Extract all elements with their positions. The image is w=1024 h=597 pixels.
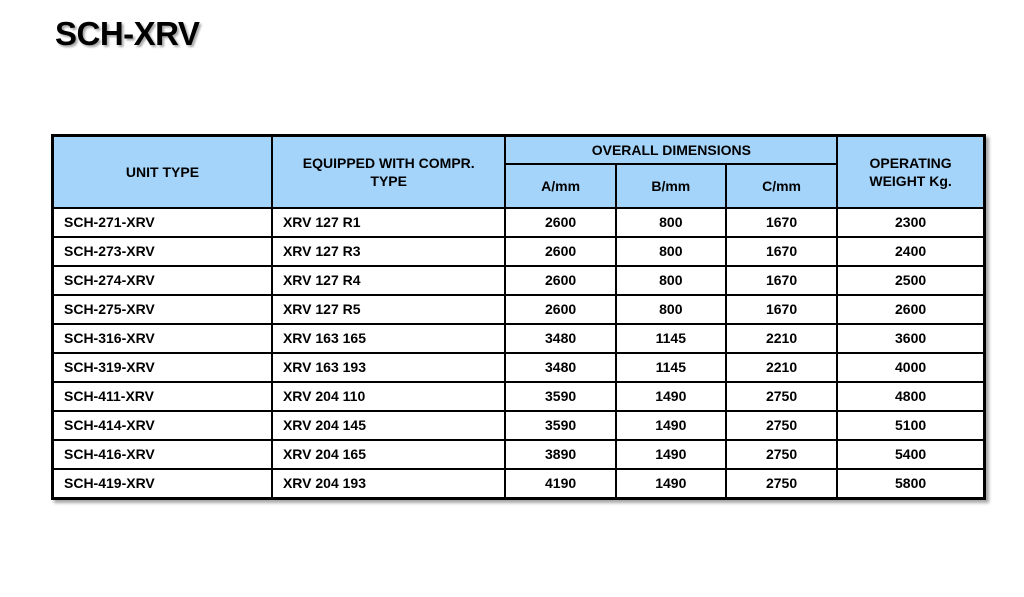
cell-operating-weight: 2400 — [837, 237, 984, 266]
cell-dimension-b: 1490 — [616, 440, 726, 469]
table-row — [53, 324, 985, 353]
cell-operating-weight: 5400 — [837, 440, 984, 469]
table-row — [53, 266, 985, 295]
cell-compressor-type: XRV 204 165 — [272, 440, 506, 469]
cell-dimension-c: 2750 — [726, 469, 837, 499]
cell-dimension-a: 2600 — [505, 208, 615, 237]
cell-dimension-c: 2750 — [726, 440, 837, 469]
cell-dimension-a: 2600 — [505, 237, 615, 266]
cell-dimension-c: 2210 — [726, 353, 837, 382]
table-row — [53, 440, 985, 469]
table-row — [53, 208, 985, 237]
cell-compressor-type: XRV 127 R4 — [272, 266, 506, 295]
cell-dimension-c: 1670 — [726, 208, 837, 237]
cell-compressor-type: XRV 163 193 — [272, 353, 506, 382]
header-compressor-line2: TYPE — [370, 172, 407, 189]
cell-unit-type: SCH-416-XRV — [53, 440, 272, 469]
cell-dimension-b: 800 — [616, 237, 726, 266]
cell-compressor-type: XRV 127 R1 — [272, 208, 506, 237]
cell-operating-weight: 2600 — [837, 295, 984, 324]
cell-operating-weight: 2500 — [837, 266, 984, 295]
cell-compressor-type: XRV 163 165 — [272, 324, 506, 353]
cell-operating-weight: 3600 — [837, 324, 984, 353]
header-weight-line1: OPERATING — [869, 154, 952, 171]
table-row — [53, 411, 985, 440]
cell-unit-type: SCH-273-XRV — [53, 237, 272, 266]
cell-unit-type: SCH-414-XRV — [53, 411, 272, 440]
cell-dimension-b: 800 — [616, 208, 726, 237]
cell-dimension-c: 2750 — [726, 411, 837, 440]
cell-unit-type: SCH-319-XRV — [53, 353, 272, 382]
cell-operating-weight: 4800 — [837, 382, 984, 411]
cell-unit-type: SCH-274-XRV — [53, 266, 272, 295]
cell-compressor-type: XRV 127 R3 — [272, 237, 506, 266]
cell-dimension-c: 2210 — [726, 324, 837, 353]
header-dimension-b: B/mm — [616, 164, 726, 208]
cell-dimension-b: 1145 — [616, 353, 726, 382]
cell-operating-weight: 5100 — [837, 411, 984, 440]
header-operating-weight — [837, 136, 984, 208]
table-row — [53, 237, 985, 266]
cell-dimension-c: 1670 — [726, 295, 837, 324]
cell-dimension-c: 1670 — [726, 237, 837, 266]
header-overall-dimensions: OVERALL DIMENSIONS — [505, 136, 837, 164]
cell-dimension-a: 2600 — [505, 295, 615, 324]
cell-compressor-type: XRV 204 110 — [272, 382, 506, 411]
cell-dimension-a: 3480 — [505, 324, 615, 353]
specifications-table — [51, 134, 986, 500]
cell-dimension-b: 800 — [616, 266, 726, 295]
cell-unit-type: SCH-411-XRV — [53, 382, 272, 411]
cell-dimension-a: 4190 — [505, 469, 615, 499]
cell-dimension-a: 3480 — [505, 353, 615, 382]
cell-dimension-b: 1490 — [616, 469, 726, 499]
cell-operating-weight: 4000 — [837, 353, 984, 382]
header-weight-line2: WEIGHT Kg. — [869, 172, 952, 189]
cell-dimension-c: 1670 — [726, 266, 837, 295]
cell-unit-type: SCH-275-XRV — [53, 295, 272, 324]
cell-dimension-c: 2750 — [726, 382, 837, 411]
cell-compressor-type: XRV 127 R5 — [272, 295, 506, 324]
cell-unit-type: SCH-271-XRV — [53, 208, 272, 237]
table-row — [53, 353, 985, 382]
table-row — [53, 295, 985, 324]
table-row — [53, 382, 985, 411]
table-body — [53, 208, 985, 499]
cell-dimension-b: 1145 — [616, 324, 726, 353]
cell-operating-weight: 5800 — [837, 469, 984, 499]
header-dimension-a: A/mm — [505, 164, 615, 208]
header-compressor-type — [272, 136, 506, 208]
header-unit-type: UNIT TYPE — [53, 136, 272, 208]
cell-operating-weight: 2300 — [837, 208, 984, 237]
cell-compressor-type: XRV 204 145 — [272, 411, 506, 440]
cell-unit-type: SCH-316-XRV — [53, 324, 272, 353]
table-row — [53, 469, 985, 499]
cell-dimension-b: 1490 — [616, 382, 726, 411]
cell-dimension-b: 800 — [616, 295, 726, 324]
header-compressor-line1: EQUIPPED WITH COMPR. — [302, 154, 475, 171]
page-title: SCH-XRV — [55, 15, 200, 52]
cell-dimension-a: 2600 — [505, 266, 615, 295]
cell-dimension-a: 3590 — [505, 382, 615, 411]
cell-compressor-type: XRV 204 193 — [272, 469, 506, 499]
cell-dimension-a: 3590 — [505, 411, 615, 440]
cell-dimension-a: 3890 — [505, 440, 615, 469]
cell-unit-type: SCH-419-XRV — [53, 469, 272, 499]
cell-dimension-b: 1490 — [616, 411, 726, 440]
header-dimension-c: C/mm — [726, 164, 837, 208]
